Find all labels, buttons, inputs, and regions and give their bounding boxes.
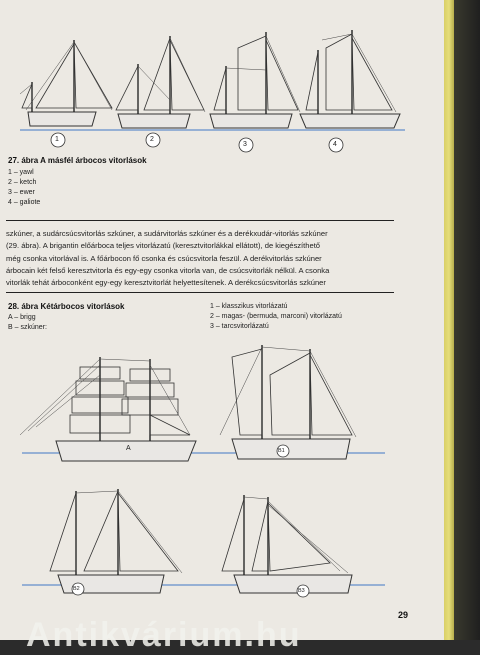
fig27-circle-label-2: 2 <box>150 136 154 143</box>
page-edge-yellow <box>444 0 454 640</box>
fig27-circle-label-3: 3 <box>243 141 247 148</box>
paragraph-line: (29. ábra). A brigantin előárbоca teljes vitorlázatú (keresztvitorlákkal ellátott), de kiegészíthető <box>6 241 321 251</box>
figure-28-drawing <box>0 335 420 605</box>
legend-item: 1 – klasszikus vitorlázatú <box>210 303 288 310</box>
legend-item: 4 – galiote <box>8 199 41 206</box>
figure-27-title: 27. ábra A másfél árbocos vitorlások <box>8 156 147 165</box>
paragraph-line: szkúner, a sudárcsúcsvitorlás szkúner, a sudárvitorlás szkúner és a derékxudár-vitorlás szkúner <box>6 229 328 238</box>
figure-27-legend <box>8 168 40 208</box>
ship-ketch <box>116 36 205 128</box>
paragraph-line: még csonka vitorlával is. A főárbocon fő csonka és csúcsvitorla feszül. A derékvitorlás szkúner <box>6 253 322 263</box>
ship-yawl <box>20 40 112 126</box>
page-edge-dark <box>454 0 480 640</box>
ship-label-B1: B1 <box>278 448 285 454</box>
ship-schooner-classic <box>220 345 356 459</box>
fig27-circle-label-1: 1 <box>55 136 59 143</box>
legend-item: 2 – magas- (bermuda, marconi) vitorlázatú <box>210 313 342 320</box>
fig27-circle-label-4: 4 <box>333 141 337 148</box>
ship-label-B2: B2 <box>73 586 80 592</box>
ship-galiote <box>300 30 400 128</box>
legend-item: B – szkúner: <box>8 324 47 331</box>
legend-item: 3 – tarcsvitorlázatú <box>210 323 269 330</box>
body-paragraph <box>6 228 394 289</box>
divider-top <box>6 220 394 221</box>
ship-schooner-gaff <box>222 495 352 597</box>
ship-brigg <box>20 357 196 461</box>
page-number: 29 <box>398 610 409 620</box>
figure-28-left-legend <box>8 313 47 333</box>
watermark: Antikvárium.hu <box>26 616 302 654</box>
ship-ewer <box>210 32 300 128</box>
figure-27-drawing <box>0 30 420 190</box>
legend-item: 1 – yawl <box>8 169 34 176</box>
legend-item: 3 – ewer <box>8 189 35 196</box>
paragraph-line: vitorlák tehát árboconként egy-egy keresztvitorlát helyettesítenek. A derékcsúcsvitorlás szkúner <box>6 278 326 288</box>
paragraph-line: árbocain két felső keresztvitorla és egy-egy csonka vitorla van, de csúcsvitorlák nélkül. A csonka <box>6 265 330 275</box>
ship-label-A: A <box>126 445 131 452</box>
figure-28-title: 28. ábra Kétárbocos vitorlások <box>8 302 125 311</box>
divider-bottom <box>6 292 394 293</box>
figure-28-right-legend <box>210 302 342 332</box>
legend-item: A – brigg <box>8 314 36 321</box>
ship-label-B3: B3 <box>298 588 305 594</box>
legend-item: 2 – ketch <box>8 179 37 186</box>
ship-schooner-bermuda <box>50 489 182 595</box>
